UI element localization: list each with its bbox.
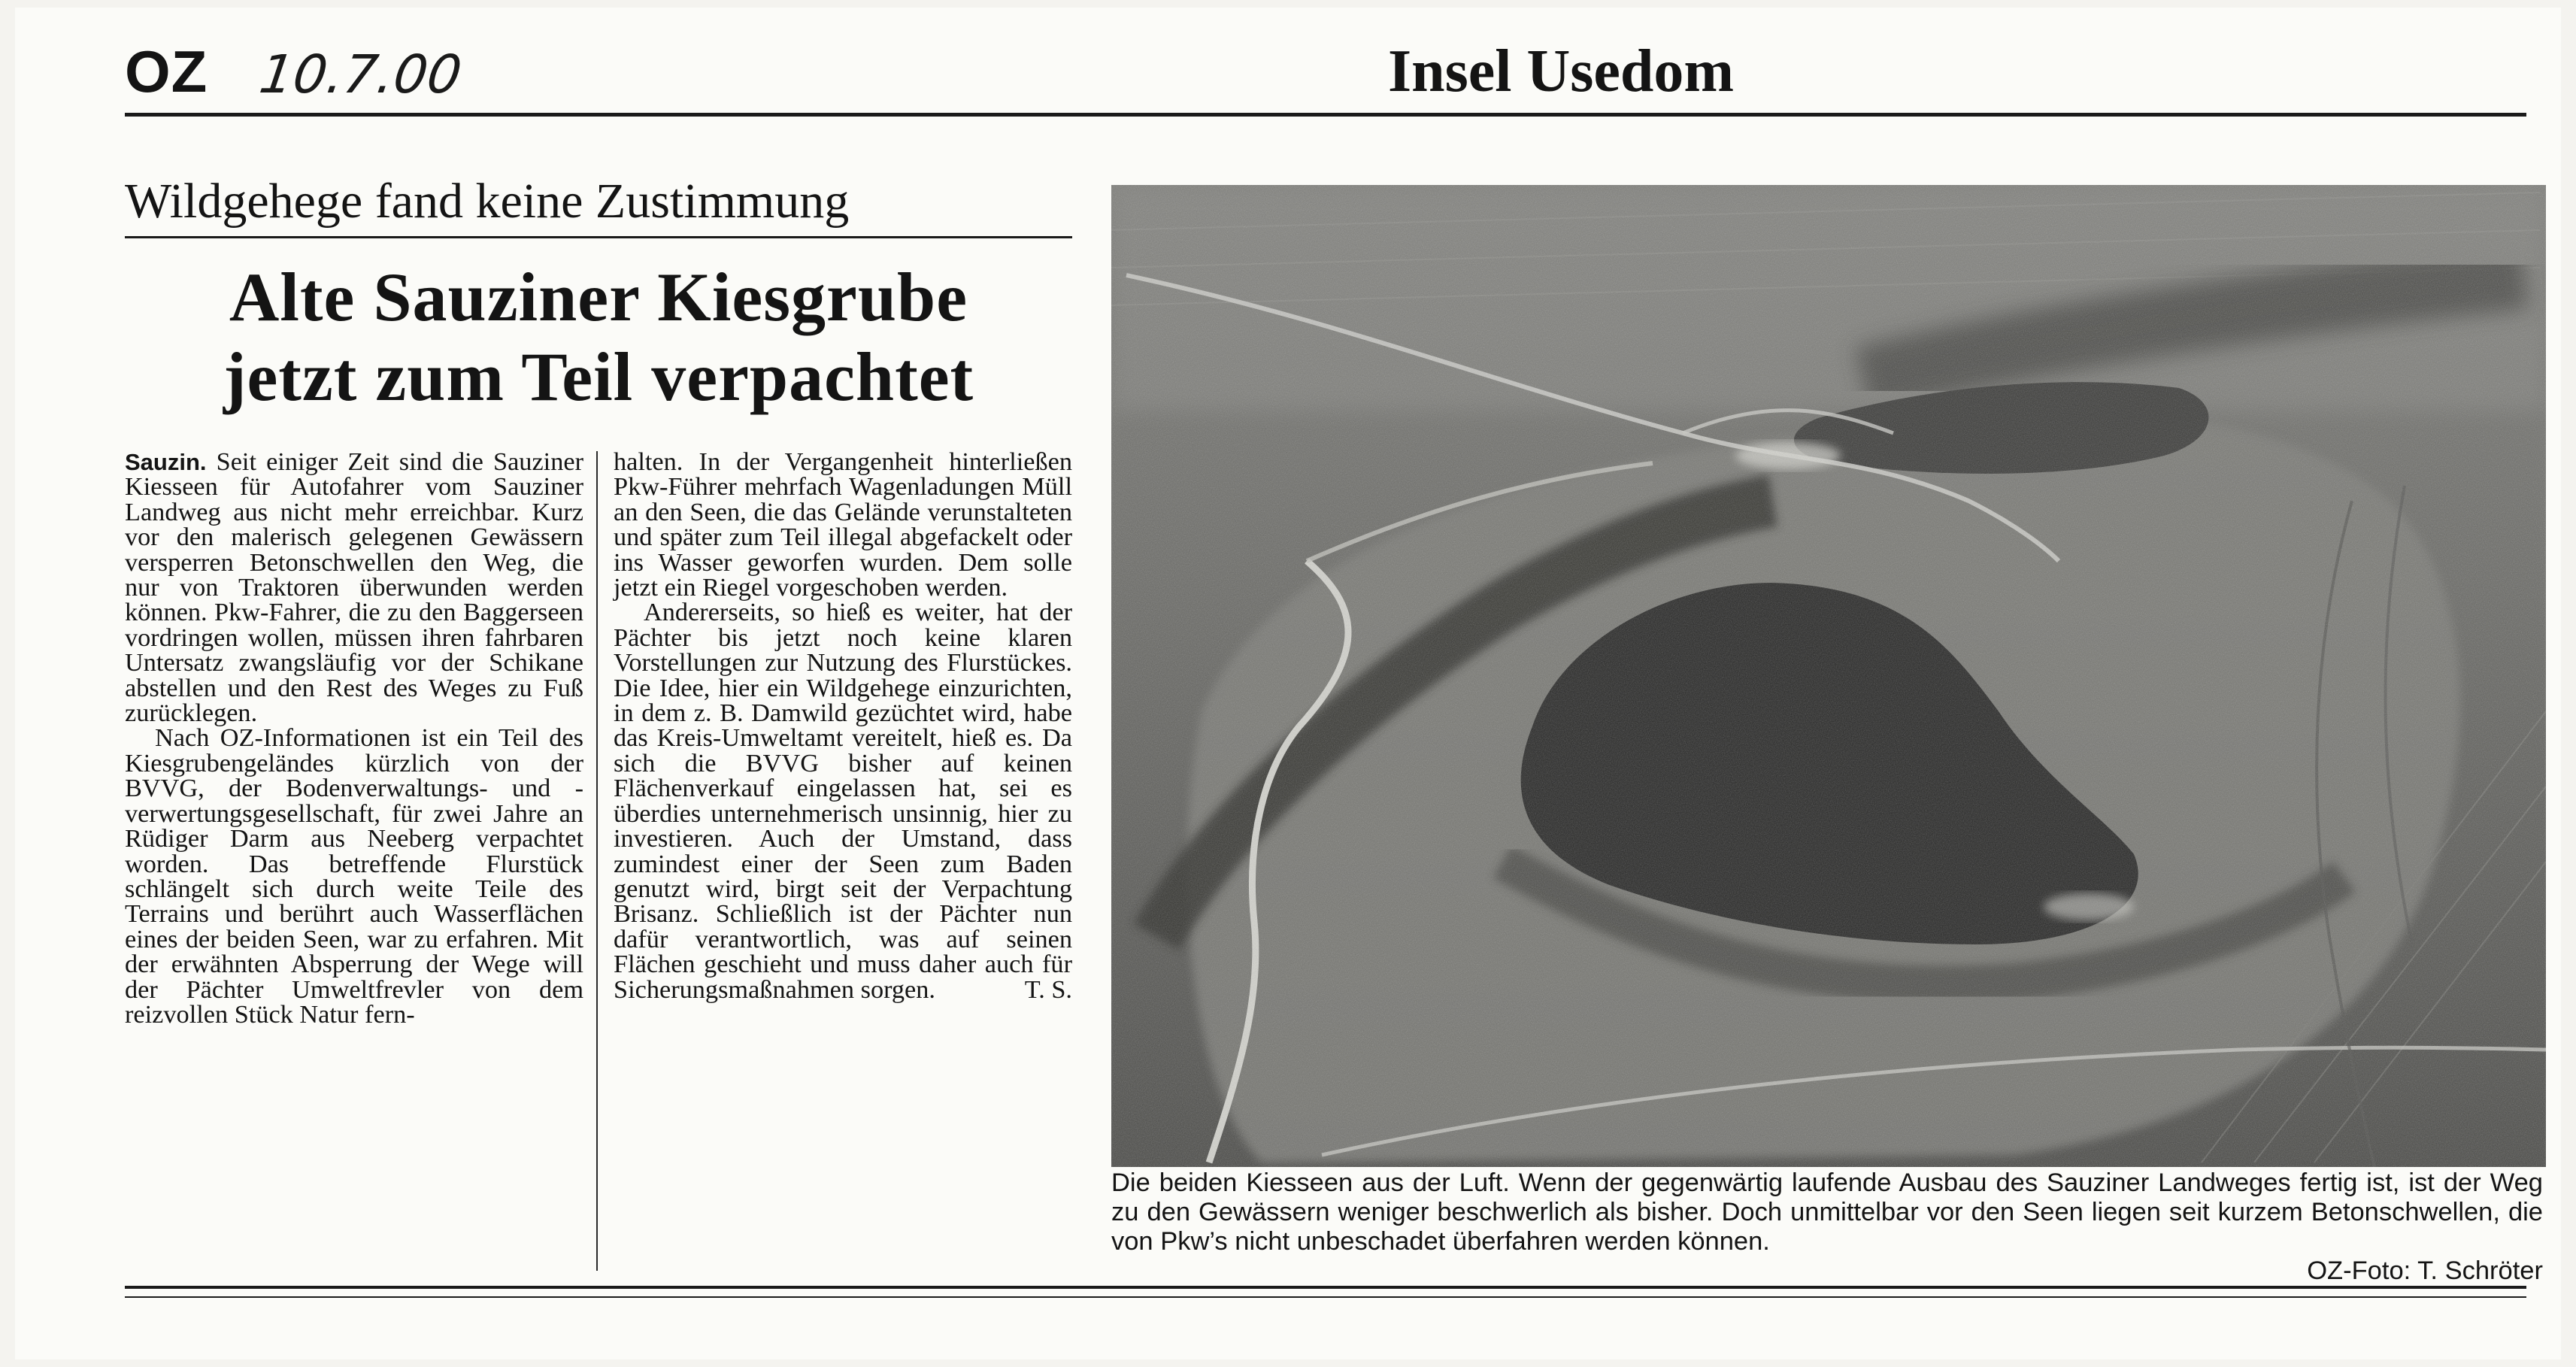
aerial-photo (1111, 185, 2546, 1167)
article-headline (125, 257, 1072, 417)
photo-credit: OZ-Foto: T. Schröter (2307, 1256, 2543, 1285)
paragraph-text: Seit einiger Zeit sind die Sauziner Kiesseen für Autofahrer vom Sauziner Landweg aus nicht mehr erreichbar. Kurz vor den malerisch gelegenen Gewässern versperren Betonschwellen den Weg, die nur von Traktoren überwunden werden können. Pkw-Fahrer, die zu den Baggerseen vordringen wollen, müssen ihren fahrbaren Untersatz zwangsläufig vor der Schikane abstellen und den Rest des Weges zu Fuß zurücklegen. (125, 447, 583, 728)
paragraph-text: Andererseits, so hieß es weiter, hat der Pächter bis jetzt noch keine klaren Vorstellungen zur Nutzung des Flurstückes. Die Idee, hier ein Wildgehege einzurichten, in dem z. B. Damwild gezüchtet wird, habe das Kreis-Umweltamt vereitelt, hieß es. Da sich die BVVG bisher auf keinen Flächenverkauf eingelassen hat, sei es überdies unternehmerisch unsinnig, hier zu investieren. Auch der Umstand, dass zumindest einer der Seen zum Baden genutzt wird, birgt seit der Verpachtung Brisanz. Schließlich ist der Pächter nun dafür verantwortlich, was auf seinen Flächen geschieht und muss daher auch für Sicherungsmaßnahmen sorgen. (614, 598, 1072, 1004)
section-title: Insel Usedom (1388, 38, 1735, 105)
handwritten-date: 10.7.00 (256, 44, 465, 105)
aerial-lakes-image (1111, 185, 2546, 1167)
newspaper-clipping (15, 8, 2561, 1359)
article-paragraph (125, 447, 583, 728)
headline-line-2: jetzt zum Teil verpachtet (223, 338, 974, 415)
masthead-rule (125, 113, 2526, 117)
article-column-1 (125, 447, 583, 1029)
article-paragraph: halten. In der Vergangenheit hinterließen Pkw-Führer mehrfach Wagenladungen Müll an den Seen, die das Gelände verunstalteten und später zum Teil illegal abgefackelt oder ins Wasser geworfen wurden. Dem solle jetzt ein Riegel vorgeschoben werden. (614, 447, 1072, 602)
author-initials: T. S. (1024, 974, 1072, 1004)
newspaper-name: OZ (125, 38, 208, 105)
dateline: Sauzin. (125, 449, 207, 475)
article-paragraph: Nach OZ-Informationen ist ein Teil des Kiesgrubengeländes kürzlich von der BVVG, der Bodenverwaltungs- und -verwertungsgesellschaft, für zwei Jahre an Rüdiger Darm aus Neeberg verpachtet worden. Das betreffende Flurstück schlängelt sich durch weite Teile des Terrains und berührt auch Wasserflächen eines der beiden Seen, war zu erfahren. Mit der erwähnten Absperrung der Wege will der Pächter Umweltfrevler von dem reizvollen Stück Natur fern- (125, 723, 583, 1029)
bottom-rule-thin (125, 1296, 2526, 1298)
article-column-2 (614, 447, 1072, 1004)
column-divider (596, 451, 598, 1271)
headline-line-1: Alte Sauziner Kiesgrube (229, 259, 968, 335)
photo-caption (1111, 1168, 2543, 1286)
kicker-rule (125, 236, 1072, 238)
bottom-rule (125, 1286, 2526, 1289)
article-paragraph (614, 600, 1072, 1002)
caption-text: Die beiden Kiesseen aus der Luft. Wenn der gegenwärtig laufende Ausbau des Sauziner Landweges fertig ist, ist der Weg zu den Gewässern weniger beschwerlich als bisher. Doch unmittelbar vor den Seen liegen seit kurzem Betonschwellen, die von Pkw’s nicht unbeschadet überfahren werden können. (1111, 1168, 2543, 1256)
article-kicker: Wildgehege fand keine Zustimmung (125, 174, 850, 229)
